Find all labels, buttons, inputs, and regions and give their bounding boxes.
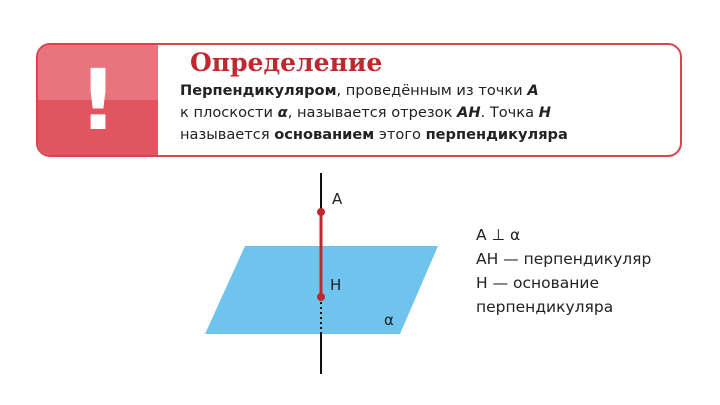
note-base-cont: перпендикуляра <box>476 298 614 316</box>
label-point-a: A <box>332 190 343 208</box>
text-fragment: называется <box>180 126 275 143</box>
text-fragment: этого <box>374 126 426 143</box>
text-fragment: . Точка <box>480 104 539 121</box>
note-base: H — основание <box>476 274 600 292</box>
point-h-ref: H <box>538 104 551 121</box>
text-fragment: к плоскости <box>180 104 278 121</box>
term-perpendicular-gen: перпендикуляра <box>425 126 568 143</box>
notes-block <box>476 223 651 319</box>
note-perpendicular-sign: A ⊥ α <box>476 226 521 244</box>
note-segment: AH — перпендикуляр <box>476 250 652 268</box>
segment-ref: AH <box>457 104 481 121</box>
term-base: основанием <box>274 126 375 143</box>
term-perpendicular: Перпендикуляром <box>180 82 337 99</box>
definition-title: Определение <box>190 48 383 77</box>
label-point-h: H <box>330 276 342 294</box>
text-fragment: , называется отрезок <box>287 104 458 121</box>
exclamation-icon: ! <box>78 51 118 149</box>
point-a <box>317 208 325 216</box>
point-h <box>317 293 325 301</box>
label-plane-alpha: α <box>384 311 394 329</box>
text-fragment: , проведённым из точки <box>336 82 528 99</box>
plane-ref: α <box>277 104 288 121</box>
point-a-ref: A <box>527 82 539 99</box>
